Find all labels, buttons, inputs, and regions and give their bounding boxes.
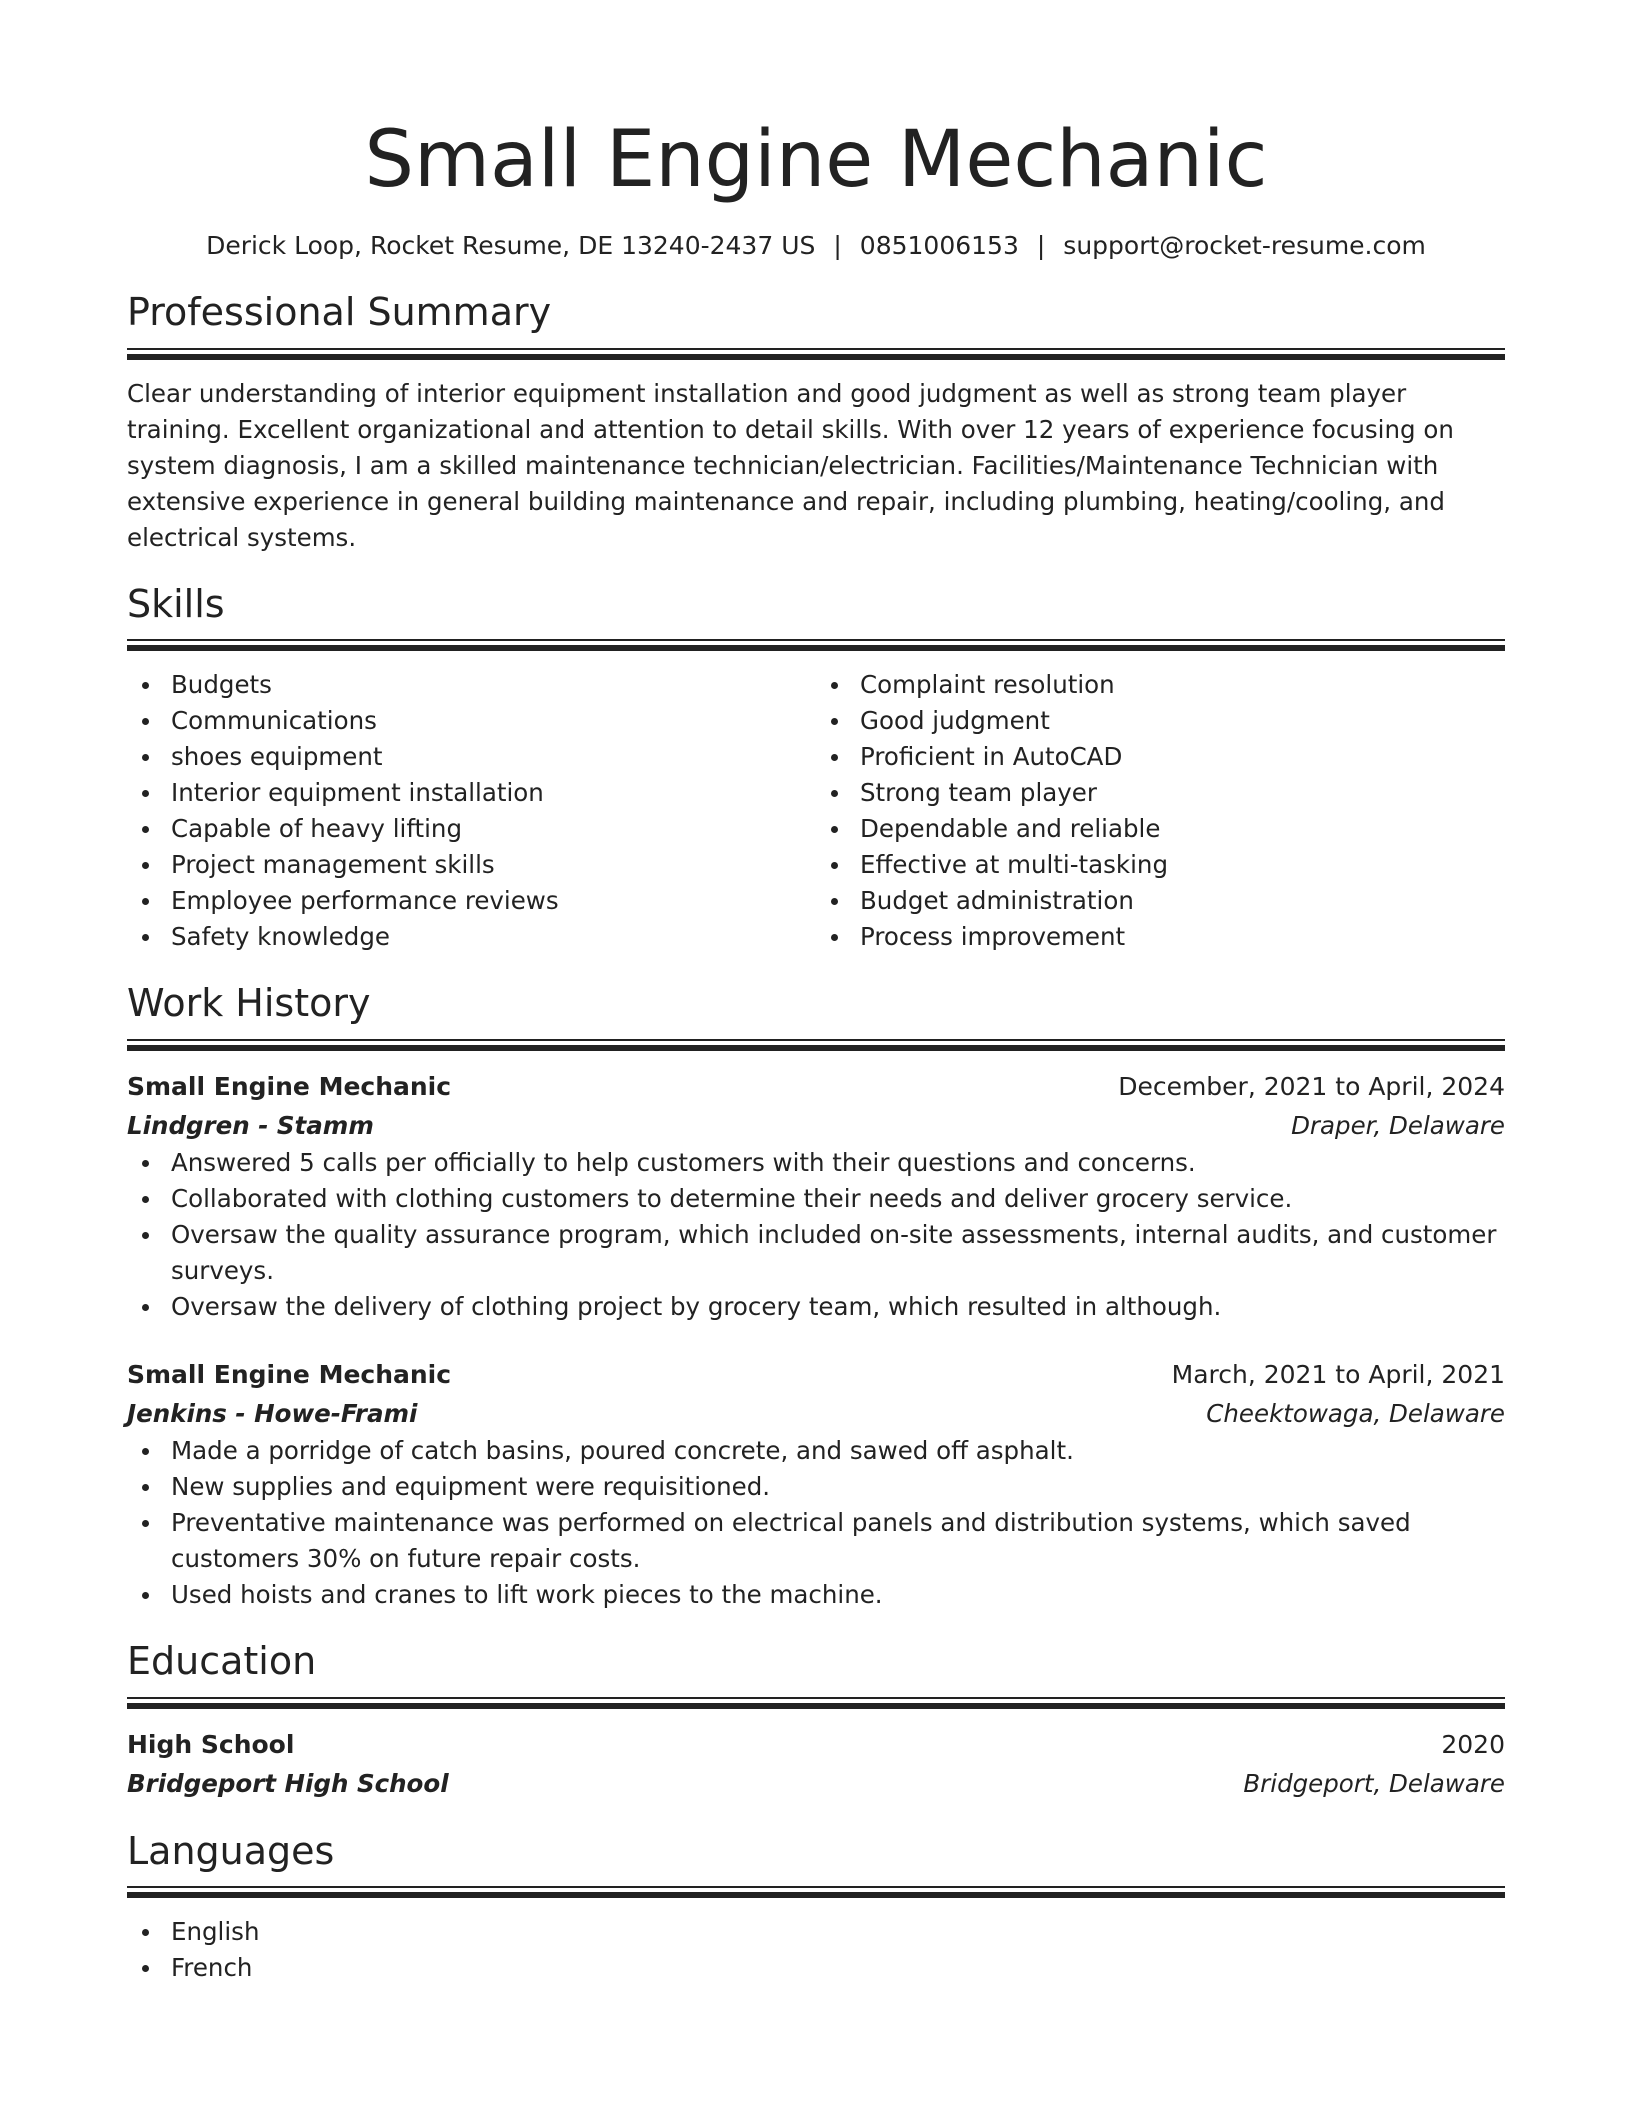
bullet-icon — [831, 898, 838, 905]
job-duty-text: Oversaw the delivery of clothing project by grocery team, which resulted in although. — [171, 1292, 1222, 1322]
skill-item — [860, 739, 1505, 775]
job-duty — [171, 1181, 1505, 1217]
job-duty — [171, 1433, 1505, 1469]
skills-column-left — [127, 667, 816, 955]
job-entry — [127, 1067, 1505, 1325]
contact-line — [127, 230, 1505, 263]
bullet-icon — [142, 826, 149, 833]
section-divider — [127, 1886, 1505, 1898]
skill-item — [171, 919, 816, 955]
job-duties-list — [127, 1433, 1505, 1613]
job-duty-text: New supplies and equipment were requisitioned. — [171, 1472, 771, 1502]
skills-list-right — [816, 667, 1505, 955]
bullet-icon — [142, 718, 149, 725]
language-label: English — [171, 1917, 260, 1947]
job-title-row — [127, 1355, 1505, 1395]
skill-label: Safety knowledge — [171, 922, 390, 952]
job-duty-text: Preventative maintenance was performed on electrical panels and distribution systems, which saved customers 30% on future repair costs. — [171, 1508, 1411, 1574]
bullet-icon — [831, 862, 838, 869]
skill-item — [171, 811, 816, 847]
skills-grid — [127, 667, 1505, 955]
job-duty-text: Used hoists and cranes to lift work pieces to the machine. — [171, 1580, 883, 1610]
section-divider — [127, 639, 1505, 651]
summary-text: Clear understanding of interior equipment installation and good judgment as well as strong team player training. Excellent organizational and attention to detail skills. With over 12 years of experience focusing on system diagnosis, I am a skilled maintenance technician/electrician. Facilities/Maintenance Technician with extensive experience in general building maintenance and repair, including plumbing, heating/cooling, and electrical systems. — [127, 378, 1454, 552]
contact-email: support@rocket-resume.com — [1063, 230, 1426, 260]
bullet-icon — [831, 826, 838, 833]
languages-heading: Languages — [127, 1828, 335, 1873]
job-company: Jenkins - Howe-Frami — [127, 1399, 418, 1429]
bullet-icon — [142, 1484, 149, 1491]
languages-list — [127, 1914, 1505, 1986]
skill-label: Process improvement — [860, 922, 1126, 952]
skills-section — [127, 582, 1505, 956]
section-divider — [127, 1039, 1505, 1051]
skill-label: Capable of heavy lifting — [171, 814, 463, 844]
skill-label: Employee performance reviews — [171, 886, 559, 916]
skill-label: Project management skills — [171, 850, 495, 880]
skills-list-left — [127, 667, 816, 955]
bullet-icon — [831, 790, 838, 797]
skill-label: Proficient in AutoCAD — [860, 742, 1123, 772]
bullet-icon — [142, 1965, 149, 1972]
bullet-icon — [142, 862, 149, 869]
bullet-icon — [142, 790, 149, 797]
work-history-section — [127, 981, 1505, 1613]
education-school: Bridgeport High School — [127, 1768, 449, 1798]
job-duty-text: Answered 5 calls per officially to help customers with their questions and concerns. — [171, 1148, 1196, 1178]
bullet-icon — [142, 1196, 149, 1203]
skill-label: Budgets — [171, 670, 272, 700]
job-location: Cheektowaga, Delaware — [1206, 1399, 1505, 1429]
bullet-icon — [142, 1520, 149, 1527]
skill-item — [860, 775, 1505, 811]
job-duty — [171, 1505, 1505, 1577]
bullet-icon — [831, 754, 838, 761]
job-title: Small Engine Mechanic — [127, 1072, 452, 1102]
skill-label: Effective at multi-tasking — [860, 850, 1168, 880]
education-degree-row — [127, 1725, 1505, 1765]
work-history-heading: Work History — [127, 981, 371, 1026]
skills-heading: Skills — [127, 581, 225, 626]
job-duty — [171, 1289, 1505, 1325]
summary-heading: Professional Summary — [127, 290, 552, 335]
bullet-icon — [142, 1592, 149, 1599]
skill-label: Budget administration — [860, 886, 1134, 916]
skill-item — [171, 703, 816, 739]
resume-title: Small Engine Mechanic — [364, 115, 1268, 205]
skill-item — [860, 919, 1505, 955]
bullet-icon — [142, 1929, 149, 1936]
skills-column-right — [816, 667, 1505, 955]
contact-separator: | — [1036, 230, 1046, 260]
bullet-icon — [831, 718, 838, 725]
bullet-icon — [142, 1448, 149, 1455]
bullet-icon — [142, 1232, 149, 1239]
language-label: French — [171, 1953, 253, 1983]
skill-label: Interior equipment installation — [171, 778, 544, 808]
skill-label: Good judgment — [860, 706, 1050, 736]
skill-item — [860, 667, 1505, 703]
job-title-row — [127, 1067, 1505, 1107]
skill-item — [171, 739, 816, 775]
contact-address: Derick Loop, Rocket Resume, DE 13240-2437 US — [206, 230, 816, 260]
skill-item — [171, 847, 816, 883]
education-location: Bridgeport, Delaware — [1243, 1768, 1505, 1798]
language-item — [171, 1914, 1505, 1950]
skill-label: Strong team player — [860, 778, 1097, 808]
job-duty — [171, 1217, 1505, 1289]
skill-item — [860, 811, 1505, 847]
job-company-row — [127, 1107, 1505, 1145]
job-duty — [171, 1469, 1505, 1505]
bullet-icon — [142, 1304, 149, 1311]
section-divider — [127, 1697, 1505, 1709]
job-duty-text: Made a porridge of catch basins, poured concrete, and sawed off asphalt. — [171, 1436, 1074, 1466]
skill-label: shoes equipment — [171, 742, 383, 772]
job-dates: March, 2021 to April, 2021 — [1171, 1360, 1505, 1390]
contact-separator: | — [833, 230, 842, 260]
education-degree: High School — [127, 1729, 295, 1759]
section-divider — [127, 348, 1505, 360]
skill-item — [860, 703, 1505, 739]
job-dates: December, 2021 to April, 2024 — [1118, 1072, 1505, 1102]
languages-section — [127, 1829, 1505, 1987]
skill-label: Complaint resolution — [860, 670, 1115, 700]
skill-label: Dependable and reliable — [860, 814, 1161, 844]
job-company: Lindgren - Stamm — [127, 1111, 374, 1141]
contact-phone: 0851006153 — [859, 230, 1019, 260]
skill-item — [171, 883, 816, 919]
bullet-icon — [142, 1160, 149, 1167]
job-title: Small Engine Mechanic — [127, 1360, 452, 1390]
education-school-row — [127, 1765, 1505, 1803]
skill-item — [171, 775, 816, 811]
job-company-row — [127, 1395, 1505, 1433]
job-duty-text: Collaborated with clothing customers to determine their needs and deliver grocery service. — [171, 1184, 1293, 1214]
job-duty — [171, 1577, 1505, 1613]
bullet-icon — [142, 898, 149, 905]
job-location: Draper, Delaware — [1291, 1111, 1505, 1141]
skill-item — [860, 883, 1505, 919]
skill-item — [171, 667, 816, 703]
summary-section — [127, 290, 1505, 556]
job-duties-list — [127, 1145, 1505, 1325]
bullet-icon — [831, 682, 838, 689]
skill-item — [860, 847, 1505, 883]
bullet-icon — [142, 934, 149, 941]
skill-label: Communications — [171, 706, 377, 736]
job-entry — [127, 1355, 1505, 1613]
bullet-icon — [831, 934, 838, 941]
job-duty — [171, 1145, 1505, 1181]
language-item — [171, 1950, 1505, 1986]
bullet-icon — [142, 754, 149, 761]
education-heading: Education — [127, 1639, 317, 1684]
education-section — [127, 1639, 1505, 1803]
job-duty-text: Oversaw the quality assurance program, which included on-site assessments, internal audits, and customer surveys. — [171, 1220, 1497, 1286]
education-year: 2020 — [1441, 1729, 1505, 1759]
bullet-icon — [142, 682, 149, 689]
